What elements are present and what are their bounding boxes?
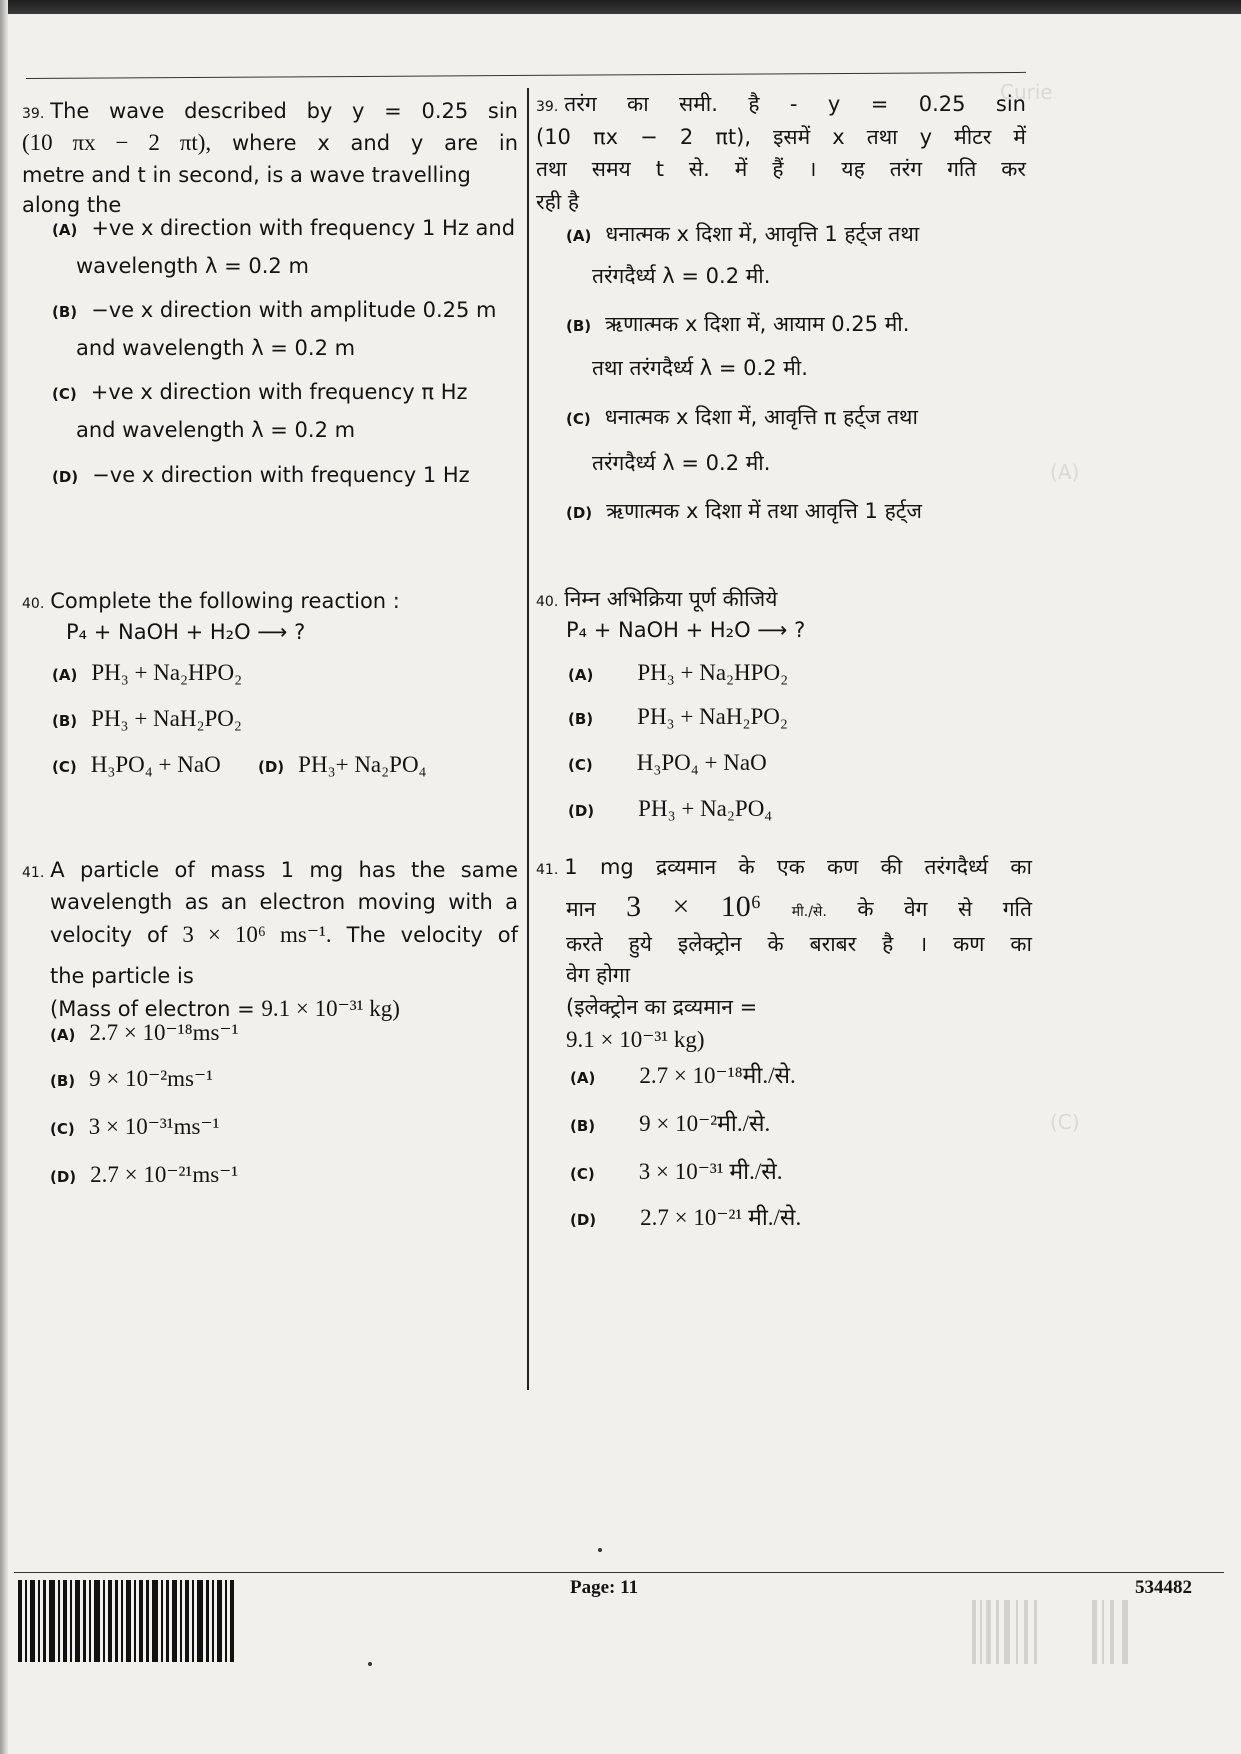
option-text: −ve x direction with amplitude 0.25 m xyxy=(91,298,497,322)
option-b xyxy=(52,298,497,322)
question-text: (Mass of electron = xyxy=(50,997,255,1021)
option-label: (C) xyxy=(52,385,77,403)
bleed-through-barcode xyxy=(972,1600,1202,1664)
question-text: (10 πx − 2 πt), इसमें x तथा y मीटर में xyxy=(536,124,1026,149)
option-text: 9 × 10⁻²ms⁻¹ xyxy=(89,1066,214,1091)
option-text: H₃PO₄ + NaO xyxy=(90,752,221,777)
option-label: (B) xyxy=(52,303,78,321)
option-label: (A) xyxy=(52,221,78,239)
option-a xyxy=(52,216,515,240)
option-text: wavelength λ = 0.2 m xyxy=(76,254,309,278)
electron-mass: 9.1 × 10⁻³¹ kg) xyxy=(566,1027,705,1052)
option-text: 2.7 × 10⁻²¹ms⁻¹ xyxy=(90,1162,239,1187)
option-c-cont xyxy=(592,449,770,477)
option-label: (C) xyxy=(570,1165,595,1183)
question-41-hi xyxy=(536,852,1032,1058)
option-label: (D) xyxy=(258,758,285,776)
option-d xyxy=(570,1200,801,1232)
option-label: (D) xyxy=(570,1211,597,1229)
option-label: (A) xyxy=(52,666,78,684)
option-text: PH₃ + Na₂PO₄ xyxy=(638,796,773,821)
option-b xyxy=(570,1106,770,1138)
option-a xyxy=(50,1020,238,1046)
question-40-hi xyxy=(536,584,777,614)
option-c xyxy=(52,752,221,778)
reaction xyxy=(66,620,305,644)
page-fold-shadow xyxy=(0,0,8,1754)
question-text: x and y are in xyxy=(317,131,519,156)
question-text: The velocity of xyxy=(346,923,518,947)
option-label: (A) xyxy=(570,1069,596,1087)
option-text: +ve x direction with frequency π Hz xyxy=(90,380,468,404)
option-label: (D) xyxy=(52,468,79,486)
option-b xyxy=(52,706,242,732)
question-text: velocity of xyxy=(50,923,168,947)
question-40-en xyxy=(22,586,400,616)
option-text: PH₃ + NaH₂PO₂ xyxy=(637,704,788,729)
option-text: PH₃ + Na₂HPO₂ xyxy=(91,660,243,685)
option-label: (A) xyxy=(568,666,594,684)
reaction xyxy=(566,618,805,642)
question-text: A particle of mass 1 mg has the same xyxy=(50,858,518,882)
option-text: and wavelength λ = 0.2 m xyxy=(76,336,356,360)
question-number: 39. xyxy=(22,106,45,122)
question-text: के वेग से गति xyxy=(857,896,1032,921)
option-c-cont xyxy=(76,418,355,442)
question-number: 39. xyxy=(536,99,559,115)
option-a xyxy=(568,660,788,686)
option-label: (C) xyxy=(52,758,77,776)
question-text: along the xyxy=(22,193,122,218)
question-number: 41. xyxy=(22,865,45,881)
option-text: ऋणात्मक x दिशा में, आयाम 0.25 मी. xyxy=(605,312,910,336)
option-a-cont xyxy=(592,262,770,290)
option-text: धनात्मक x दिशा में, आवृत्ति 1 हर्ट्ज तथा xyxy=(605,222,920,246)
option-label: (B) xyxy=(570,1117,596,1135)
option-c xyxy=(568,750,767,776)
option-label: (D) xyxy=(568,802,595,820)
question-text: The wave described by y = 0.25 sin xyxy=(50,99,518,123)
option-text: 2.7 × 10⁻¹⁸ms⁻¹ xyxy=(89,1020,239,1045)
question-number: 41. xyxy=(536,862,559,878)
question-number: 40. xyxy=(536,594,559,610)
electron-mass: 9.1 × 10⁻³¹ kg) xyxy=(261,996,400,1021)
print-dot xyxy=(368,1662,372,1666)
option-text: PH₃ + Na₂HPO₂ xyxy=(637,660,789,685)
bleed-through: Curie xyxy=(1000,80,1053,104)
question-text: metre and t in second, is a wave travelling xyxy=(22,162,471,187)
option-text: 3 × 10⁻³¹ms⁻¹ xyxy=(88,1114,220,1139)
option-label: (C) xyxy=(566,410,591,428)
option-d xyxy=(568,796,772,822)
barcode xyxy=(18,1580,236,1662)
option-text: 2.7 × 10⁻¹⁸मी./से. xyxy=(639,1063,796,1088)
option-text: तरंगदैर्ध्य λ = 0.2 मी. xyxy=(592,264,771,288)
option-label: (D) xyxy=(566,504,593,522)
option-text: तरंगदैर्ध्य λ = 0.2 मी. xyxy=(592,451,771,475)
option-text: 3 × 10⁻³¹ मी./से. xyxy=(638,1159,783,1184)
page-number: Page: 11 xyxy=(570,1577,639,1598)
question-text: वेग होगा xyxy=(566,963,631,987)
velocity-value: 3 × 10⁶ xyxy=(626,889,762,923)
velocity-value: 3 × 10⁶ ms⁻¹. xyxy=(182,922,332,947)
question-text: तथा समय t से. में हैं । यह तरंग गति कर xyxy=(536,157,1026,182)
option-text: धनात्मक x दिशा में, आवृत्ति π हर्ट्ज तथा xyxy=(604,405,918,429)
option-c xyxy=(566,403,918,431)
question-text: तरंग का समी. है - y = 0.25 sin xyxy=(564,92,1026,116)
page-edge-shadow xyxy=(0,0,1241,14)
question-41-en xyxy=(22,855,518,1027)
question-text: where xyxy=(232,131,297,156)
bleed-through: (C) xyxy=(1050,1110,1080,1134)
option-text: 9 × 10⁻²मी./से. xyxy=(639,1111,771,1136)
option-d xyxy=(258,752,427,778)
option-a xyxy=(566,220,919,248)
question-text: निम्न अभिक्रिया पूर्ण कीजिये xyxy=(564,587,778,611)
option-a-cont xyxy=(76,254,309,278)
bleed-through: (A) xyxy=(1050,460,1080,484)
question-text: रही है xyxy=(536,189,580,214)
option-b xyxy=(50,1066,213,1092)
question-number: 40. xyxy=(22,596,45,612)
option-label: (C) xyxy=(50,1120,75,1138)
option-text: ऋणात्मक x दिशा में तथा आवृत्ति 1 हर्ट्ज xyxy=(606,499,922,523)
option-b xyxy=(566,310,909,338)
option-text: H₃PO₄ + NaO xyxy=(636,750,767,775)
reaction-equation: P₄ + NaOH + H₂O ⟶ ? xyxy=(566,618,806,642)
option-label: (B) xyxy=(52,712,78,730)
print-dot xyxy=(598,1548,602,1552)
option-text: and wavelength λ = 0.2 m xyxy=(76,418,356,442)
question-39-en xyxy=(22,96,518,221)
option-label: (D) xyxy=(50,1168,77,1186)
reaction-equation: P₄ + NaOH + H₂O ⟶ ? xyxy=(66,620,306,644)
question-text: Complete the following reaction : xyxy=(50,589,400,613)
option-text: +ve x direction with frequency 1 Hz and xyxy=(91,216,516,240)
option-a xyxy=(570,1058,796,1090)
option-text: तथा तरंगदैर्ध्य λ = 0.2 मी. xyxy=(592,356,808,380)
booklet-code: 534482 xyxy=(1135,1577,1192,1598)
option-label: (A) xyxy=(566,227,592,245)
unit: मी./से. xyxy=(791,903,827,920)
option-text: 2.7 × 10⁻²¹ मी./से. xyxy=(640,1205,802,1230)
question-text: (इलेक्ट्रोन का द्रव्यमान = xyxy=(566,994,758,1019)
option-b-cont xyxy=(592,354,808,382)
option-d xyxy=(50,1162,238,1188)
option-label: (A) xyxy=(50,1026,76,1044)
option-c xyxy=(50,1114,220,1140)
option-text: PH₃+ Na₂PO₄ xyxy=(298,752,427,777)
option-label: (B) xyxy=(568,710,594,728)
option-d xyxy=(52,463,470,487)
question-text: 1 mg द्रव्यमान के एक कण की तरंगदैर्ध्य का xyxy=(564,855,1032,879)
option-label: (B) xyxy=(566,317,592,335)
question-text: the particle is xyxy=(50,963,194,988)
question-39-hi xyxy=(536,88,1026,218)
option-a xyxy=(52,660,242,686)
option-b xyxy=(568,704,788,730)
footer-rule xyxy=(14,1572,1224,1573)
question-text: मान xyxy=(566,896,596,921)
equation: (10 πx − 2 πt), xyxy=(22,130,212,156)
option-c xyxy=(52,380,468,404)
option-c xyxy=(570,1154,783,1186)
option-b-cont xyxy=(76,336,355,360)
option-text: PH₃ + NaH₂PO₂ xyxy=(91,706,242,731)
question-text: करते हुये इलेक्ट्रोन के बराबर है । कण का xyxy=(566,931,1032,956)
header-rule xyxy=(26,72,1026,79)
option-text: −ve x direction with frequency 1 Hz xyxy=(92,463,470,487)
option-label: (C) xyxy=(568,756,593,774)
option-d xyxy=(566,497,922,525)
question-text: wavelength as an electron moving with a xyxy=(50,889,518,914)
option-label: (B) xyxy=(50,1072,76,1090)
column-divider xyxy=(527,88,529,1390)
